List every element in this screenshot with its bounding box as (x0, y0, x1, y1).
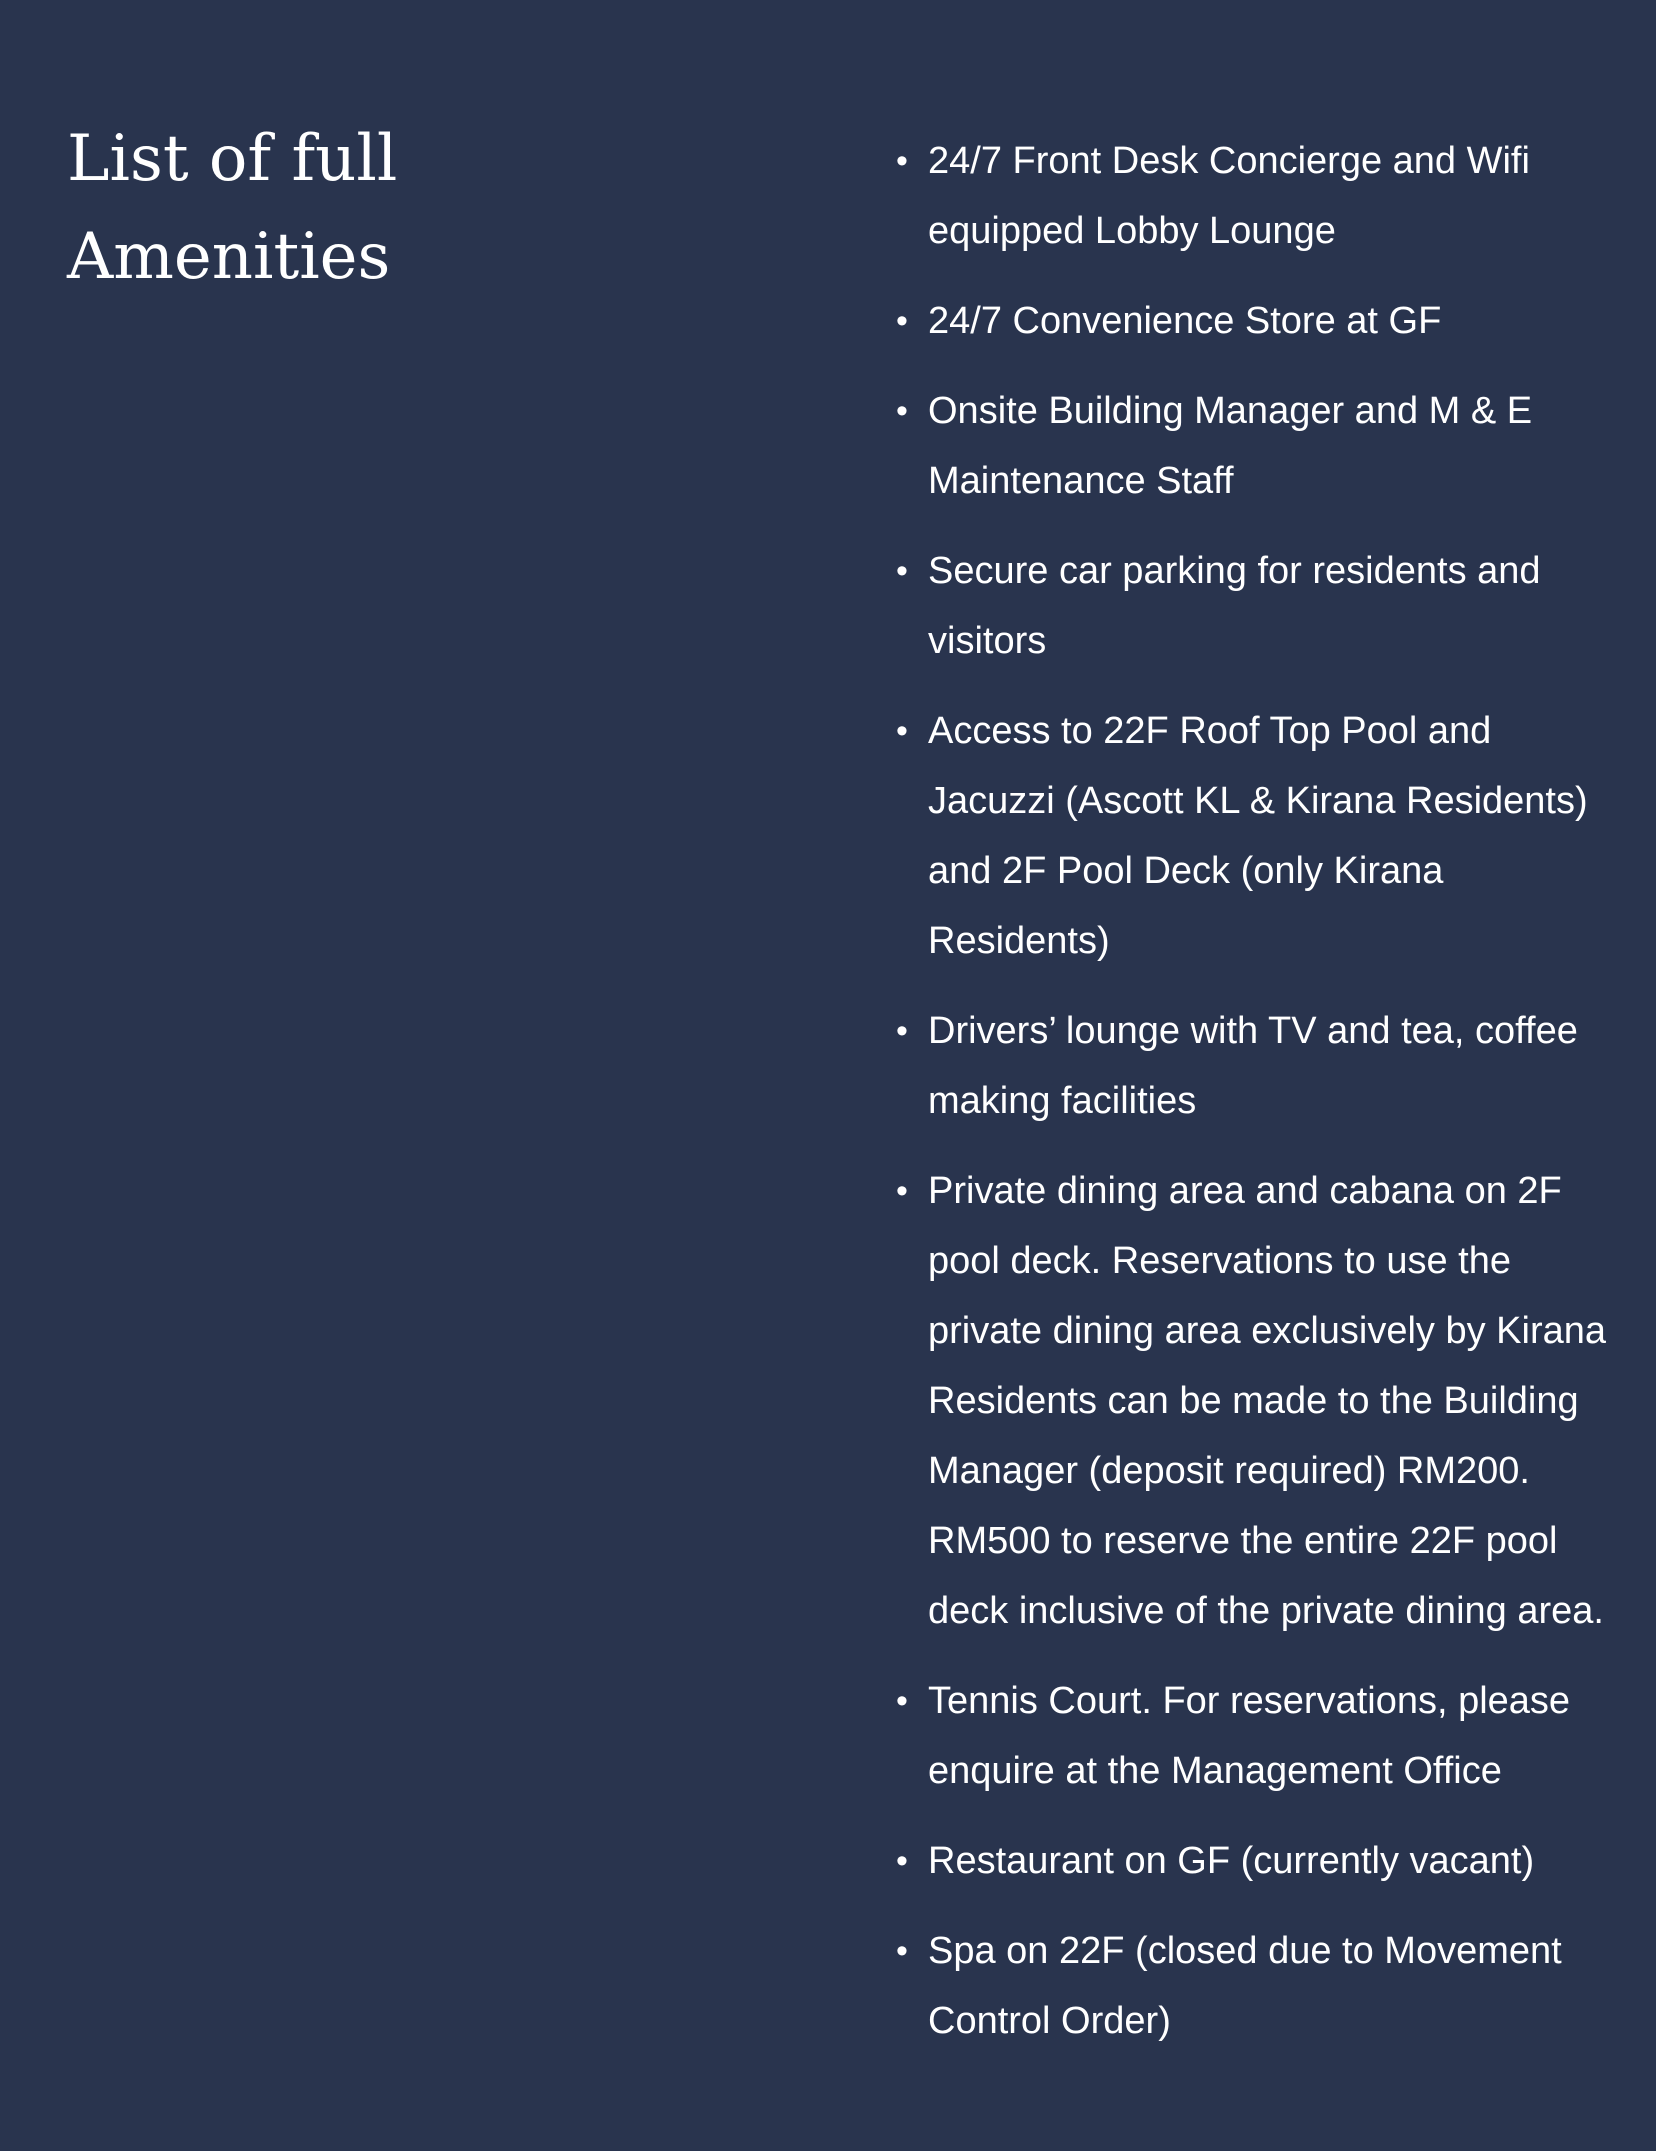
amenity-drivers-lounge: • Drivers’ lounge with TV and tea, coffee making facilities (896, 996, 1616, 1136)
amenities-list (896, 126, 1616, 2076)
amenity-convenience-store: • 24/7 Convenience Store at GF (896, 286, 1616, 356)
amenity-private-dining: • Private dining area and cabana on 2F pool deck. Reservations to use the private dining area exclusively by Kirana Residents can be made to the Building Manager (deposit required) RM200. RM500 to reserve the entire 22F pool deck inclusive of the private dining area. (896, 1156, 1616, 1646)
page-title (67, 110, 707, 306)
amenity-restaurant: • Restaurant on GF (currently vacant) (896, 1826, 1616, 1896)
amenity-front-desk: • 24/7 Front Desk Concierge and Wifi equipped Lobby Lounge (896, 126, 1616, 266)
amenity-car-parking: • Secure car parking for residents and visitors (896, 536, 1616, 676)
amenity-building-manager: • Onsite Building Manager and M & E Maintenance Staff (896, 376, 1616, 516)
amenity-spa: • Spa on 22F (closed due to Movement Control Order) (896, 1916, 1616, 2056)
page-title-line-2: Amenities (67, 220, 391, 294)
page-title-line-1: List of full (67, 122, 398, 196)
amenity-pool-access: • Access to 22F Roof Top Pool and Jacuzzi (Ascott KL & Kirana Residents) and 2F Pool Deck (only Kirana Residents) (896, 696, 1616, 976)
amenity-tennis-court: • Tennis Court. For reservations, please enquire at the Management Office (896, 1666, 1616, 1806)
